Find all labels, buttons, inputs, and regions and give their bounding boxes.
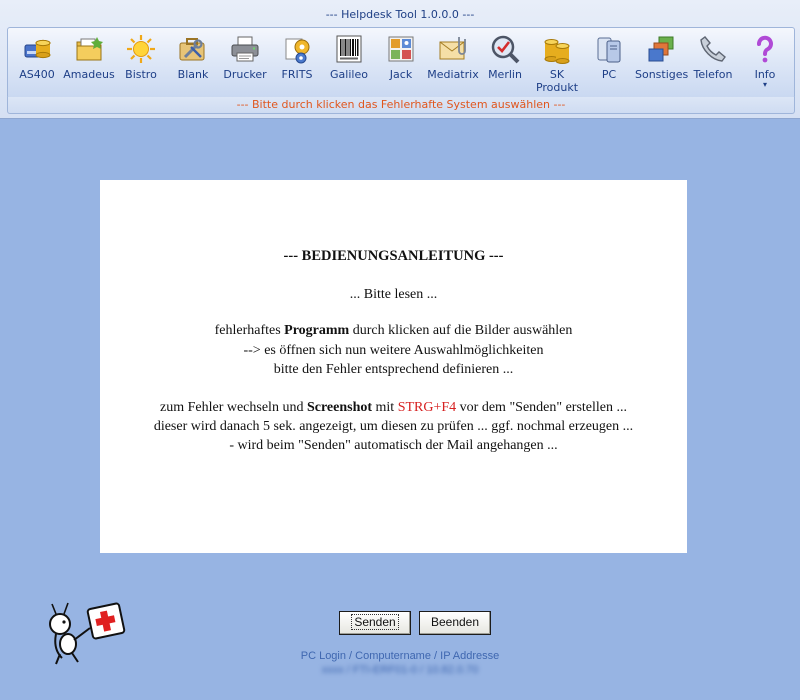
barcode-icon (333, 33, 365, 65)
server-icon (593, 33, 625, 65)
toolbar-button-as400[interactable] (11, 30, 63, 96)
text: zum Fehler wechseln und (159, 400, 307, 415)
instruction-line-5: dieser wird danach 5 sek. angezeigt, um diesen zu prüfen ... ggf. nochmal erzeugen ... (153, 419, 634, 434)
toolbar-button-merlin[interactable] (479, 30, 531, 96)
stacked-windows-icon (645, 33, 677, 65)
instructions-box (100, 180, 687, 553)
toolbar-label: Galileo (330, 68, 368, 81)
question-icon (749, 33, 781, 65)
text: vor dem "Senden" erstellen ... (456, 400, 628, 415)
toolbar-label: Jack (389, 68, 413, 81)
telephone-icon (697, 33, 729, 65)
manual-heading: --- BEDIENUNGSANLEITUNG --- (283, 248, 504, 264)
instruction-line-3: bitte den Fehler entsprechend definieren ... (273, 362, 514, 377)
toolbar-label: FRITS (281, 68, 313, 81)
toolbar-button-bistro[interactable] (115, 30, 167, 96)
toolbar-button-blank[interactable] (167, 30, 219, 96)
toolbar-label-line2: Produkt (535, 81, 579, 94)
toolbar-label: Blank (177, 68, 209, 81)
gears-icon (281, 33, 313, 65)
instruction-line-4 (100, 400, 687, 416)
toolbar-button-frits[interactable] (271, 30, 323, 96)
bold-text: Screenshot (306, 400, 373, 415)
instruction-line-2: --> es öffnen sich nun weitere Auswahlmöglichkeiten (243, 343, 544, 358)
toolbar-label: Telefon (693, 68, 733, 81)
envelope-clip-icon (437, 33, 469, 65)
toolbar-button-galileo[interactable] (323, 30, 375, 96)
toolbar-button-pc[interactable] (583, 30, 635, 96)
toolbar-label: Bistro (125, 68, 157, 81)
toolbar-button-mediatrix[interactable] (427, 30, 479, 96)
toolbar-button-sk-produkt[interactable] (531, 30, 583, 96)
toolbar-button-jack[interactable] (375, 30, 427, 96)
toolbar-label: Mediatrix (427, 68, 479, 81)
toolbar-label: AS400 (19, 68, 55, 81)
bold-text: Programm (284, 323, 350, 338)
toolbar-button-amadeus[interactable] (63, 30, 115, 96)
printer-icon (229, 33, 261, 65)
sun-icon (125, 33, 157, 65)
toolbar-label: Amadeus (63, 68, 115, 81)
top-panel (0, 0, 800, 119)
text: durch klicken auf die Bilder auswählen (349, 323, 573, 338)
toolbar-label: Drucker (223, 68, 267, 81)
send-button-label: Senden (354, 615, 396, 629)
toolbar-label: SK (549, 68, 565, 81)
toolbar-label: Info (754, 68, 776, 81)
selection-hint: --- Bitte durch klicken das Fehlerhafte System auswählen --- (7, 97, 795, 114)
text: mit (372, 400, 398, 415)
grid-icon (385, 33, 417, 65)
text: fehlerhaftes (214, 323, 285, 338)
toolbar-label: PC (601, 68, 617, 81)
send-button[interactable] (339, 611, 411, 635)
toolbar-button-info[interactable] (739, 30, 791, 96)
toolbar-button-sonstiges[interactable] (635, 30, 687, 96)
toolbar-label: Merlin (488, 68, 522, 81)
database-coins-icon (21, 33, 53, 65)
please-read-text: ... Bitte lesen ... (349, 287, 438, 302)
shortcut-key: STRG+F4 (397, 400, 457, 415)
instruction-line-6: - wird beim "Senden" automatisch der Mail angehangen ... (229, 438, 558, 453)
system-toolbar (7, 27, 795, 99)
footer-labels: PC Login / Computername / IP Addresse (300, 650, 500, 662)
toolbar-button-drucker[interactable] (219, 30, 271, 96)
instruction-line-1 (100, 323, 687, 339)
coins-icon (541, 33, 573, 65)
magnifier-check-icon (489, 33, 521, 65)
exit-button[interactable]: Beenden (419, 611, 491, 635)
folder-star-icon (73, 33, 105, 65)
toolbar-label: Sonstiges (635, 68, 689, 81)
toolbar-button-telefon[interactable] (687, 30, 739, 96)
window-title: --- Helpdesk Tool 1.0.0.0 --- (325, 8, 475, 21)
tools-icon (177, 33, 209, 65)
footer-values: xxxx / FTI-ERF01-0 / 10.82.0.70 (321, 664, 479, 676)
chevron-down-icon[interactable]: ▾ (762, 80, 767, 89)
